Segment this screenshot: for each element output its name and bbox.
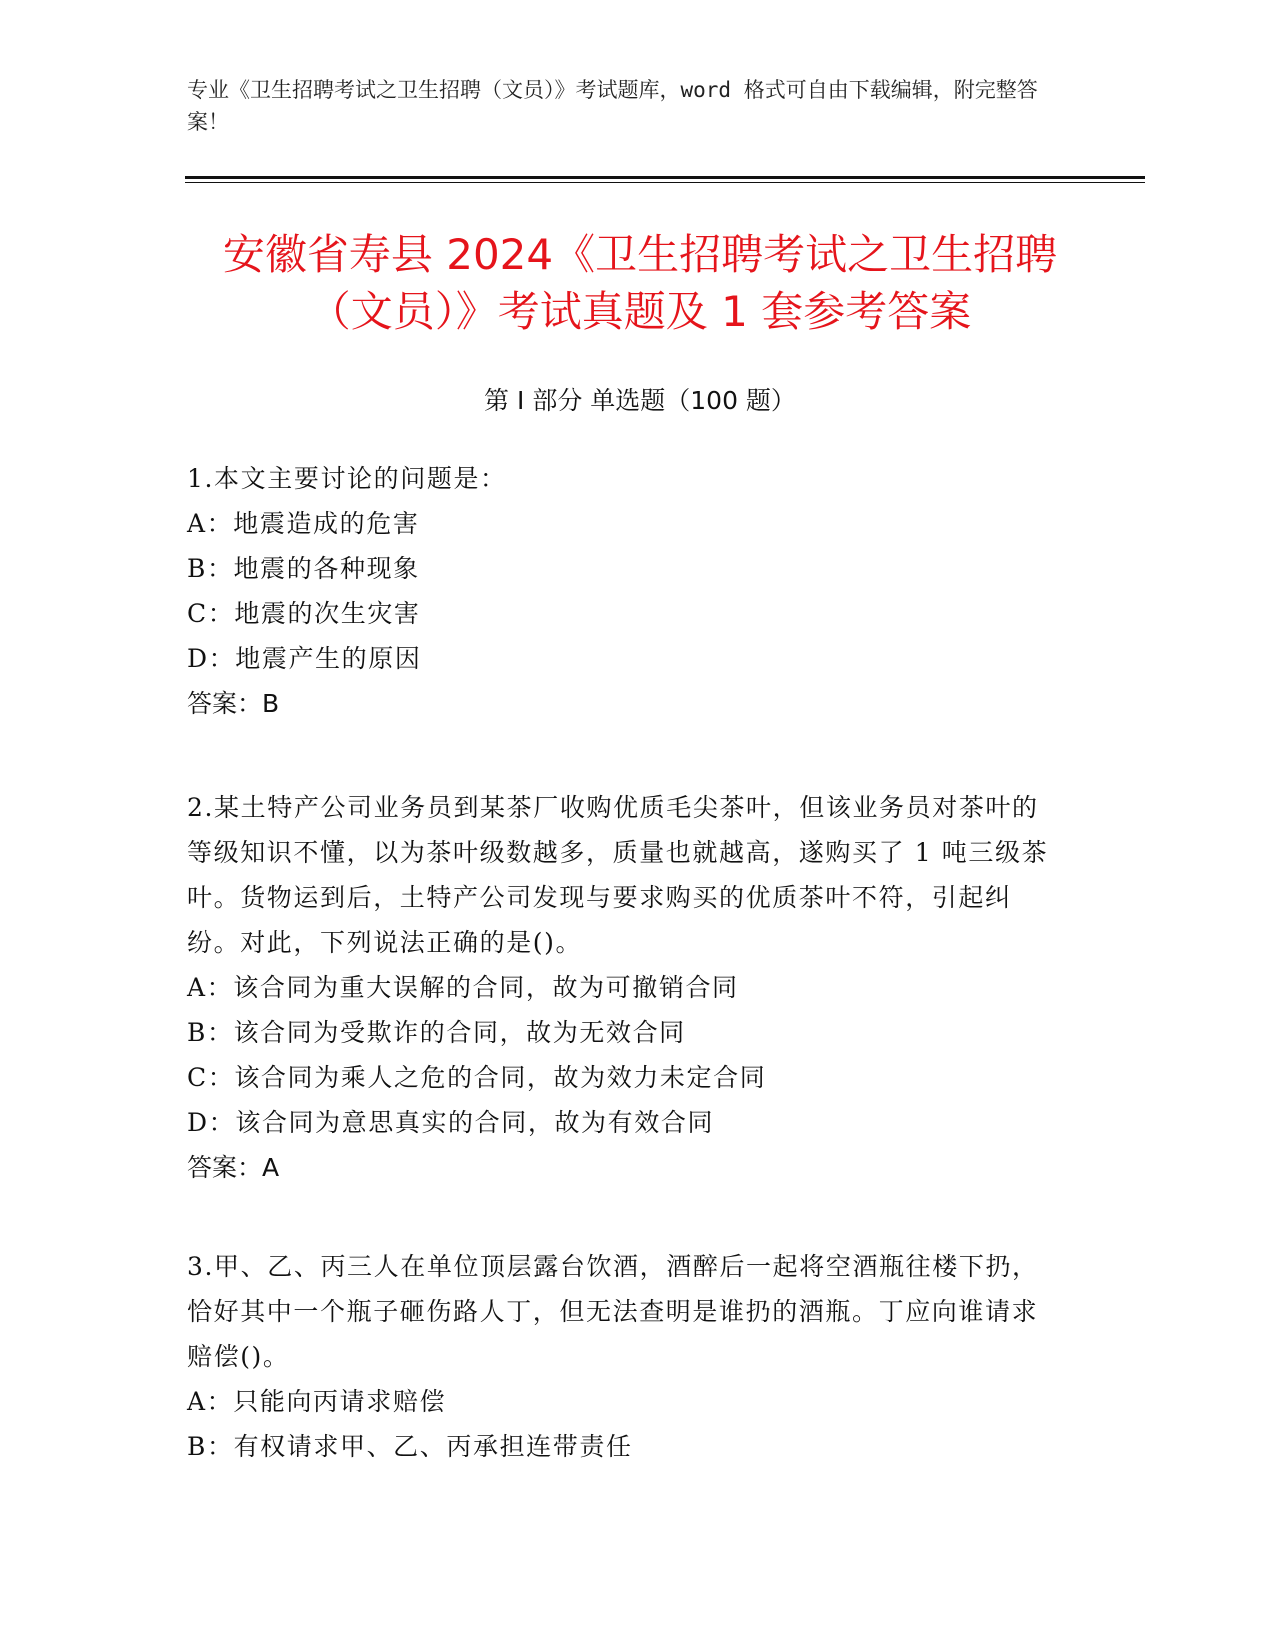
option-a: A：该合同为重大误解的合同，故为可撤销合同 [187, 973, 739, 1002]
question-stem: 1.本文主要讨论的问题是： [187, 464, 507, 493]
document-title [160, 226, 1120, 340]
question-2 [187, 785, 1057, 1190]
question-3 [187, 1244, 1057, 1469]
option-a: A：只能向丙请求赔偿 [187, 1387, 447, 1416]
answer: 答案：A [187, 1153, 280, 1182]
option-b: B：该合同为受欺诈的合同，故为无效合同 [187, 1018, 686, 1047]
document-title-line1: 安徽省寿县 2024《卫生招聘考试之卫生招聘 [222, 230, 1058, 279]
question-stem: 3.甲、乙、丙三人在单位顶层露台饮酒，酒醉后一起将空酒瓶往楼下扔，恰好其中一个瓶子砸伤路人丁，但无法查明是谁扔的酒瓶。丁应向谁请求赔偿()。 [187, 1252, 1039, 1371]
document-title-line2: （文员）》考试真题及 1 套参考答案 [308, 287, 972, 336]
question-stem: 2.某土特产公司业务员到某茶厂收购优质毛尖茶叶，但该业务员对茶叶的等级知识不懂，以为茶叶级数越多，质量也就越高，遂购买了 1 吨三级茶叶。货物运到后，土特产公司发现与要求购买的优质茶叶不符，引起纠纷。对此，下列说法正确的是()。 [187, 793, 1049, 957]
option-a: A：地震造成的危害 [187, 509, 420, 538]
header-divider-thin [185, 182, 1145, 183]
option-b: B：地震的各种现象 [187, 554, 420, 583]
option-b: B：有权请求甲、乙、丙承担连带责任 [187, 1432, 633, 1461]
option-d: D：该合同为意思真实的合同，故为有效合同 [187, 1108, 715, 1137]
question-1 [187, 456, 1057, 726]
answer: 答案：B [187, 689, 280, 718]
section-title: 第 I 部分 单选题（100 题） [484, 386, 796, 415]
option-c: C：地震的次生灾害 [187, 599, 421, 628]
header-note: 专业《卫生招聘考试之卫生招聘（文员）》考试题库，word 格式可自由下载编辑，附完整答案！ [187, 78, 1038, 134]
option-c: C：该合同为乘人之危的合同，故为效力未定合同 [187, 1063, 767, 1092]
header-divider-thick [185, 176, 1145, 179]
option-d: D：地震产生的原因 [187, 644, 422, 673]
